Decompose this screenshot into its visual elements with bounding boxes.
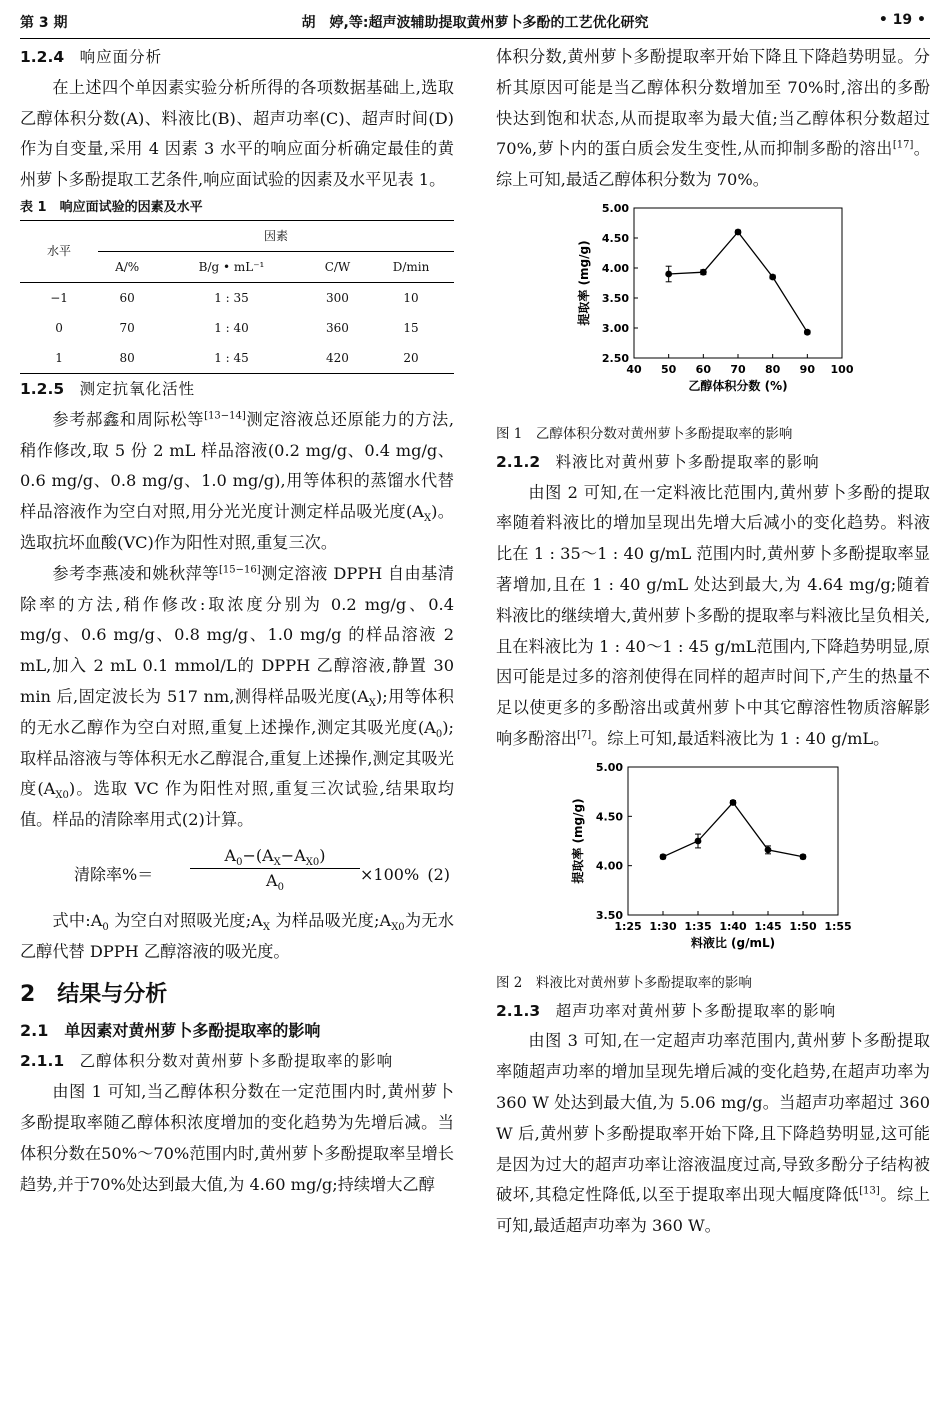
formula-numerator: $A_0-(A_X-A_{X0})$ [190,844,360,869]
x-axis-label: 乙醇体积分数 (%) [688,378,788,393]
data-point [700,269,707,276]
table-cell: 20 [368,343,454,374]
section-2-1-1: 2.1.1 乙醇体积分数对黄州萝卜多酚提取率的影响 [20,1052,394,1071]
x-tick-label: 1:35 [684,919,712,933]
section-2-1-heading: 2.1 单因素对黄州萝卜多酚提取率的影响 [20,1020,321,1040]
table-cell: 10 [403,290,419,305]
y-tick-label: 5.00 [595,760,623,774]
chart-ethanol [496,200,930,410]
table-row [20,343,454,374]
figure-1 [496,200,930,421]
formula-fraction [190,844,360,893]
x-tick-label: 100 [830,362,854,376]
table-header-c: C/W [307,251,368,282]
table-row [20,282,454,313]
paragraph-ethanol: 由图 1 可知,当乙醇体积分数在一定范围内时,黄州萝卜多酚提取率随乙醇体积浓度增加的变化趋势为先增后减。当体积分数在50%～70%范围内时,黄州萝卜多酚提取率呈增长趋势,并于70%处达到最大值,为 4.60 mg/g;持续增大乙醇 [20,1082,454,1194]
x-tick-label: 1:30 [649,919,677,933]
data-point [735,229,742,236]
article-title: 胡 婷,等:超声波辅助提取黄州萝卜多酚的工艺优化研究 [301,15,649,31]
table-cell: 70 [119,320,135,335]
y-tick-label: 4.50 [595,810,623,824]
section-2-1-3: 2.1.3 超声功率对黄州萝卜多酚提取率的影响 [496,1001,837,1020]
y-tick-label: 2.50 [601,351,629,365]
table-cell: 1 : 35 [214,290,249,305]
section-1-2-4: 1.2.4 响应面分析 [20,48,163,66]
data-point [765,846,772,853]
data-point [665,271,672,278]
page-number: • 19 • [878,12,926,28]
paragraph-reducing-power: 参考郝鑫和周际松等[13−14]测定溶液总还原能力的方法,稍作修改,取 5 份 2 mL 样品溶液(0.2 mg/g、0.4 mg/g、0.6 mg/g、0.8 mg/g、1.0 mg/g),用等体积的蒸馏水代替样品溶液作为空白对照,用分光光度计测定样品吸光度$(A_X)$。选取抗坏血酸(VC)作为阳性对照,重复三次。 [20,409,454,552]
table-header-level: 水平 [20,220,98,282]
x-tick-label: 1:25 [614,919,642,933]
y-tick-label: 5.00 [601,201,629,215]
data-point [800,853,807,860]
y-tick-label: 4.50 [601,231,629,245]
table-cell: 1 [20,343,98,374]
table-cell: 1 : 40 [214,320,249,335]
y-axis-label: 提取率 (mg/g) [571,798,585,884]
series-line [663,802,803,856]
section-2-heading: 2 结果与分析 [20,981,168,1007]
x-tick-label: 40 [626,362,642,376]
table-cell: −1 [50,290,68,305]
figure-2-caption: 图 2 料液比对黄州萝卜多酚提取率的影响 [496,974,752,991]
header-rule [20,38,930,39]
paragraph-formula-legend: 式中$:A_0$ 为空白对照吸光度$;A_X$ 为样品吸光度$;A_{X0}$为无水乙醇代替 DPPH 乙醇溶液的吸光度。 [20,910,454,961]
right-column [496,42,930,1242]
issue-number: 第 3 期 [20,15,68,31]
paragraph-ethanol-cont: 体积分数,黄州萝卜多酚提取率开始下降且下降趋势明显。分析其原因可能是当乙醇体积分数增加至 70%时,溶出的多酚快达到饱和状态,从而提取率为最大值;当乙醇体积分数超过 70%,萝卜内的蛋白质会发生变性,从而抑制多酚的溶出[17]。综上可知,最适乙醇体积分数为 70%。 [496,47,930,190]
table-cell: 360 [326,320,349,335]
paragraph-power: 由图 3 可知,在一定超声功率范围内,黄州萝卜多酚提取率随超声功率的增加呈现先增后减的变化趋势,在超声功率为 360 W 处达到最大值,为 5.06 mg/g。当超声功率超过 360 W 后,黄州萝卜多酚提取率开始下降,且下降趋势明显,这可能是因为过大的超声功率让溶液温度过高,导致多酚分子结构被破坏,其稳定性降低,以至于提取率出现大幅度降低[13]。综上可知,最适超声功率为 360 W。 [496,1031,931,1236]
table-header-factor: 因素 [98,220,454,251]
y-tick-label: 4.00 [595,859,623,873]
table-1 [20,220,454,374]
table-cell: 1 : 45 [156,343,307,374]
left-column [20,42,454,1200]
section-2-1-2: 2.1.2 料液比对黄州萝卜多酚提取率的影响 [496,452,820,471]
y-tick-label: 3.50 [595,908,623,922]
x-tick-label: 1:45 [754,919,782,933]
section-1-2-5: 1.2.5 测定抗氧化活性 [20,379,196,398]
x-tick-label: 1:40 [719,919,747,933]
x-tick-label: 1:55 [824,919,852,933]
figure-2 [496,759,930,970]
paragraph-ratio: 由图 2 可知,在一定料液比范围内,黄州萝卜多酚的提取率随着料液比的增加呈现出先增大后减小的变化趋势。料液比在 1 : 35～1 : 40 g/mL 范围内时,黄州萝卜多酚提取率显著增加,且在 1 : 40 g/mL 处达到最大,为 4.64 mg/g;随着料液比的继续增大,黄州萝卜多酚的提取率与料液比呈负相关,且在料液比为 1 : 40～1 : 45 g/mL范围内,下降趋势明显,原因可能是过多的溶剂使得在同样的超声时间下,产生的热量不足以使更多的多酚溶出或黄州萝卜中其它醇溶性物质溶解影响多酚溶出[7]。综上可知,最适料液比为 1 : 40 g/mL。 [496,482,930,748]
formula-denominator: $A_0$ [266,870,284,894]
formula-rhs: ×100% [360,864,420,884]
table-cell: 15 [403,320,419,335]
table-header-b: B/g • mL⁻¹ [156,251,307,282]
table-header-a: A/% [98,251,156,282]
data-point [769,274,776,281]
equation-number: (2) [427,864,450,884]
formula-lhs: 清除率%＝ [74,864,154,884]
table-cell: 80 [98,343,156,374]
paragraph-rsm: 在上述四个单因素实验分析所得的各项数据基础上,选取乙醇体积分数(A)、料液比(B)、超声功率(C)、超声时间(D)作为自变量,采用 4 因素 3 水平的响应面分析确定最佳的黄州萝卜多酚提取工艺条件,响应面试验的因素及水平见表 1。 [20,77,454,190]
plot-frame [628,767,838,915]
table-header-d: D/min [368,251,454,282]
data-point [804,329,811,336]
table-row [20,313,454,343]
table-cell: 0 [55,320,63,335]
x-tick-label: 90 [799,362,815,376]
y-axis-label: 提取率 (mg/g) [577,240,591,326]
formula-2 [20,844,454,900]
x-tick-label: 80 [765,362,781,376]
table-1-caption: 表 1 响应面试验的因素及水平 [20,199,203,215]
running-header [20,12,930,36]
data-point [695,837,702,844]
table-cell: 420 [307,343,368,374]
y-tick-label: 3.00 [601,321,629,335]
paragraph-dpph: 参考李燕凌和姚秋萍等[15−16]测定溶液 DPPH 自由基清除率的方法,稍作修改:取浓度分别为 0.2 mg/g、0.4 mg/g、0.6 mg/g、0.8 mg/g、1.0 mg/g 的样品溶液 2 mL,加入 2 mL 0.1 mmol/L的 DPPH 乙醇溶液,静置 30 min 后,固定波长为 517 nm,测得样品吸光度$(A_X)$;用等体积的无水乙醇作为空白对照,重复上述操作,测定其吸光度$(A_0)$;取样品溶液与等体积无水乙醇混合,重复上述操作,测定其吸光度$(A_{X0})$。选取 VC 作为阳性对照,重复三次试验,结果取均值。样品的清除率用式(2)计算。 [20,563,455,830]
figure-1-caption: 图 1 乙醇体积分数对黄州萝卜多酚提取率的影响 [496,425,793,442]
y-tick-label: 3.50 [601,291,629,305]
x-tick-label: 50 [661,362,677,376]
table-cell: 60 [119,290,135,305]
x-tick-label: 60 [695,362,711,376]
x-tick-label: 70 [730,362,746,376]
chart-ratio [496,759,930,959]
y-tick-label: 4.00 [601,261,629,275]
data-point [730,799,737,806]
data-point [660,853,667,860]
table-cell: 300 [326,290,349,305]
series-line [669,232,808,332]
x-tick-label: 1:50 [789,919,817,933]
x-axis-label: 料液比 (g/mL) [690,935,776,950]
